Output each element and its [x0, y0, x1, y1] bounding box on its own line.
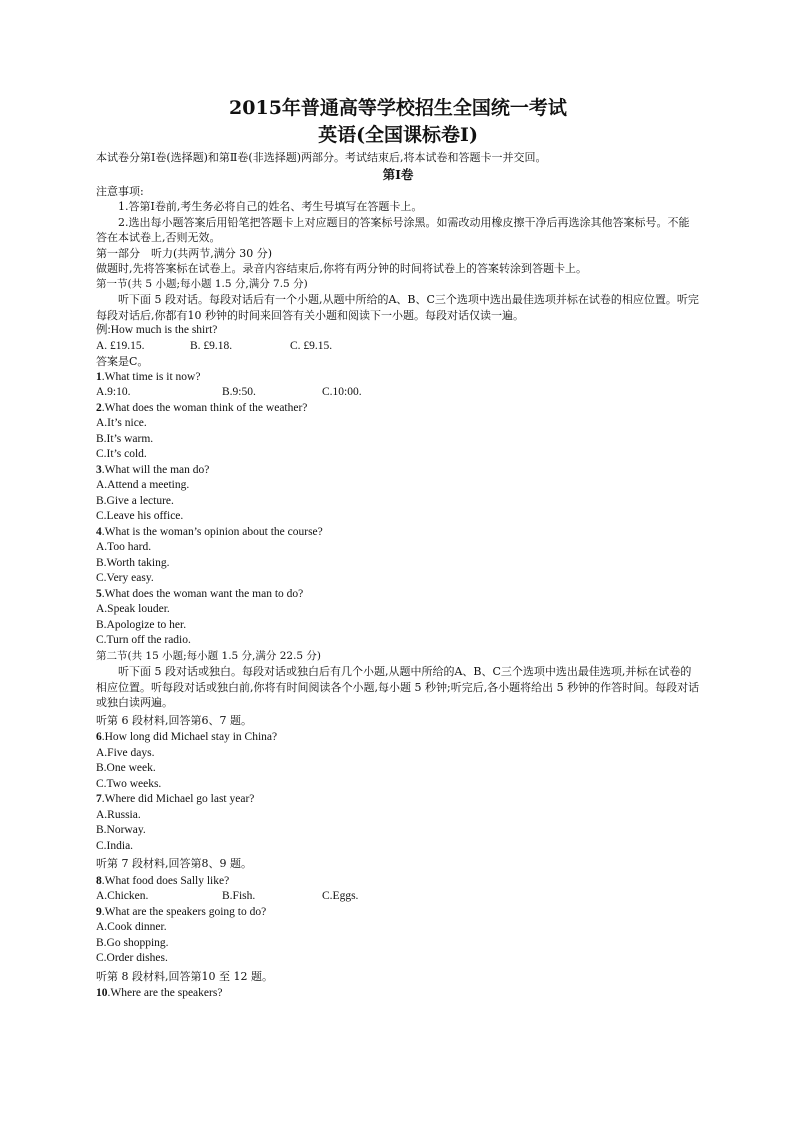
option: B.Go shopping. — [96, 936, 169, 949]
question-text: .What will the man do? — [101, 463, 210, 476]
option: C.Order dishes. — [96, 952, 168, 964]
question-number: 2 — [96, 401, 102, 414]
question-10 — [96, 986, 700, 1002]
question-text: .What does the woman want the man to do? — [101, 587, 304, 600]
question-text: .What does the woman think of the weather? — [101, 401, 308, 414]
section1-instruction: 听下面 5 段对话。每段对话后有一个小题,从题中所给的A、B、C三个选项中选出最佳选项并标在试卷的相应位置。听完每段对话后,你都有10 秒钟的时间来回答有关小题和阅读下一小题。每段对话仅读一遍。 — [96, 293, 699, 322]
question-text: .What are the speakers going to do? — [101, 905, 267, 918]
example-answer: 答案是C。 — [96, 355, 149, 368]
section1-heading: 第一节(共 5 小题;每小题 1.5 分,满分 7.5 分) — [96, 277, 308, 290]
option: B.Give a lecture. — [96, 494, 174, 507]
material-heading: 听第 7 段材料,回答第8、9 题。 — [96, 857, 252, 870]
question-2 — [96, 401, 700, 417]
notes-heading: 注意事项: — [96, 184, 144, 198]
question-9 — [96, 905, 700, 921]
question-text: .How long did Michael stay in China? — [101, 731, 278, 743]
example-question: 例:How much is the shirt? — [96, 324, 218, 336]
question-number: 10 — [96, 987, 108, 999]
option: B. £9.18. — [190, 339, 233, 352]
option: A.9:10. — [96, 386, 131, 398]
option: B.Norway. — [96, 824, 146, 836]
option: B.It’s warm. — [96, 432, 154, 445]
question-number: 7 — [96, 793, 102, 805]
question-8 — [96, 874, 700, 890]
exam-subtitle: 英语(全国课标卷Ⅰ) — [318, 124, 478, 146]
note-item: 2.选出每小题答案后用铅笔把答题卡上对应题目的答案标号涂黑。如需改动用橡皮擦干净后再选涂其他答案标号。不能答在本试卷上,否则无效。 — [96, 215, 690, 244]
exam-title: 2015年普通高等学校招生全国统一考试 — [229, 97, 567, 119]
part1-instruction: 做题时,先将答案标在试卷上。录音内容结束后,你将有两分钟的时间将试卷上的答案转涂到答题卡上。 — [96, 262, 587, 275]
option: A.Russia. — [96, 808, 141, 821]
option: C. £9.15. — [290, 339, 333, 352]
option: A.Speak louder. — [96, 603, 170, 615]
question-number: 3 — [96, 463, 102, 476]
option: C.It’s cold. — [96, 448, 147, 460]
question-4 — [96, 525, 700, 541]
material-heading: 听第 6 段材料,回答第6、7 题。 — [96, 713, 252, 727]
option: C.Eggs. — [322, 890, 359, 902]
question-1 — [96, 370, 700, 386]
option: A.Cook dinner. — [96, 921, 167, 933]
option: C.10:00. — [322, 386, 362, 398]
question-text: .Where are the speakers? — [107, 987, 223, 999]
question-5 — [96, 587, 700, 603]
question-number: 6 — [96, 731, 102, 743]
question-number: 5 — [96, 587, 102, 600]
exam-page — [96, 96, 700, 1002]
material-heading: 听第 8 段材料,回答第10 至 12 题。 — [96, 969, 273, 983]
question-text: .Where did Michael go last year? — [101, 793, 255, 805]
option: A.Five days. — [96, 746, 155, 759]
question-number: 8 — [96, 874, 102, 887]
section2-heading: 第二节(共 15 小题;每小题 1.5 分,满分 22.5 分) — [96, 649, 322, 662]
question-number: 1 — [96, 370, 102, 383]
option: C.Very easy. — [96, 572, 154, 584]
question-1-options — [96, 385, 700, 401]
intro-text: 本试卷分第Ⅰ卷(选择题)和第Ⅱ卷(非选择题)两部分。考试结束后,将本试卷和答题卡一并交回。 — [96, 151, 547, 164]
question-text: .What food does Sally like? — [101, 874, 230, 887]
question-6 — [96, 730, 700, 746]
part1-heading: 第一部分 听力(共两节,满分 30 分) — [96, 246, 273, 260]
option: A. £19.15. — [96, 339, 145, 352]
note-item: 1.答第Ⅰ卷前,考生务必将自己的姓名、考生号填写在答题卡上。 — [118, 200, 423, 213]
section2-instruction: 听下面 5 段对话或独白。每段对话或独白后有几个小题,从题中所给的A、B、C三个选项中选出最佳选项,并标在试卷的相应位置。听每段对话或独白前,你将有时间阅读各个小题,每小题 5 秒钟;听完后,各小题将给出 5 秒钟的作答时间。每段对话或独白读两遍。 — [96, 665, 700, 709]
option: B.Worth taking. — [96, 556, 170, 569]
example-options — [96, 339, 700, 355]
option: B.One week. — [96, 762, 156, 774]
option: B.9:50. — [222, 386, 256, 398]
question-text: .What is the woman’s opinion about the course? — [101, 525, 323, 538]
option: B.Fish. — [222, 890, 256, 902]
question-number: 4 — [96, 525, 102, 538]
option: B.Apologize to her. — [96, 618, 187, 631]
option: A.Attend a meeting. — [96, 479, 190, 491]
option: C.India. — [96, 839, 134, 852]
option: C.Two weeks. — [96, 777, 162, 790]
volume-title: 第Ⅰ卷 — [382, 166, 414, 182]
option: A.Too hard. — [96, 541, 152, 553]
option: C.Turn off the radio. — [96, 634, 191, 646]
question-text: .What time is it now? — [101, 370, 201, 383]
question-7 — [96, 792, 700, 808]
option: A.It’s nice. — [96, 417, 147, 429]
question-3 — [96, 463, 700, 479]
question-8-options — [96, 889, 700, 905]
question-number: 9 — [96, 905, 102, 918]
option: C.Leave his office. — [96, 510, 184, 522]
option: A.Chicken. — [96, 890, 149, 902]
